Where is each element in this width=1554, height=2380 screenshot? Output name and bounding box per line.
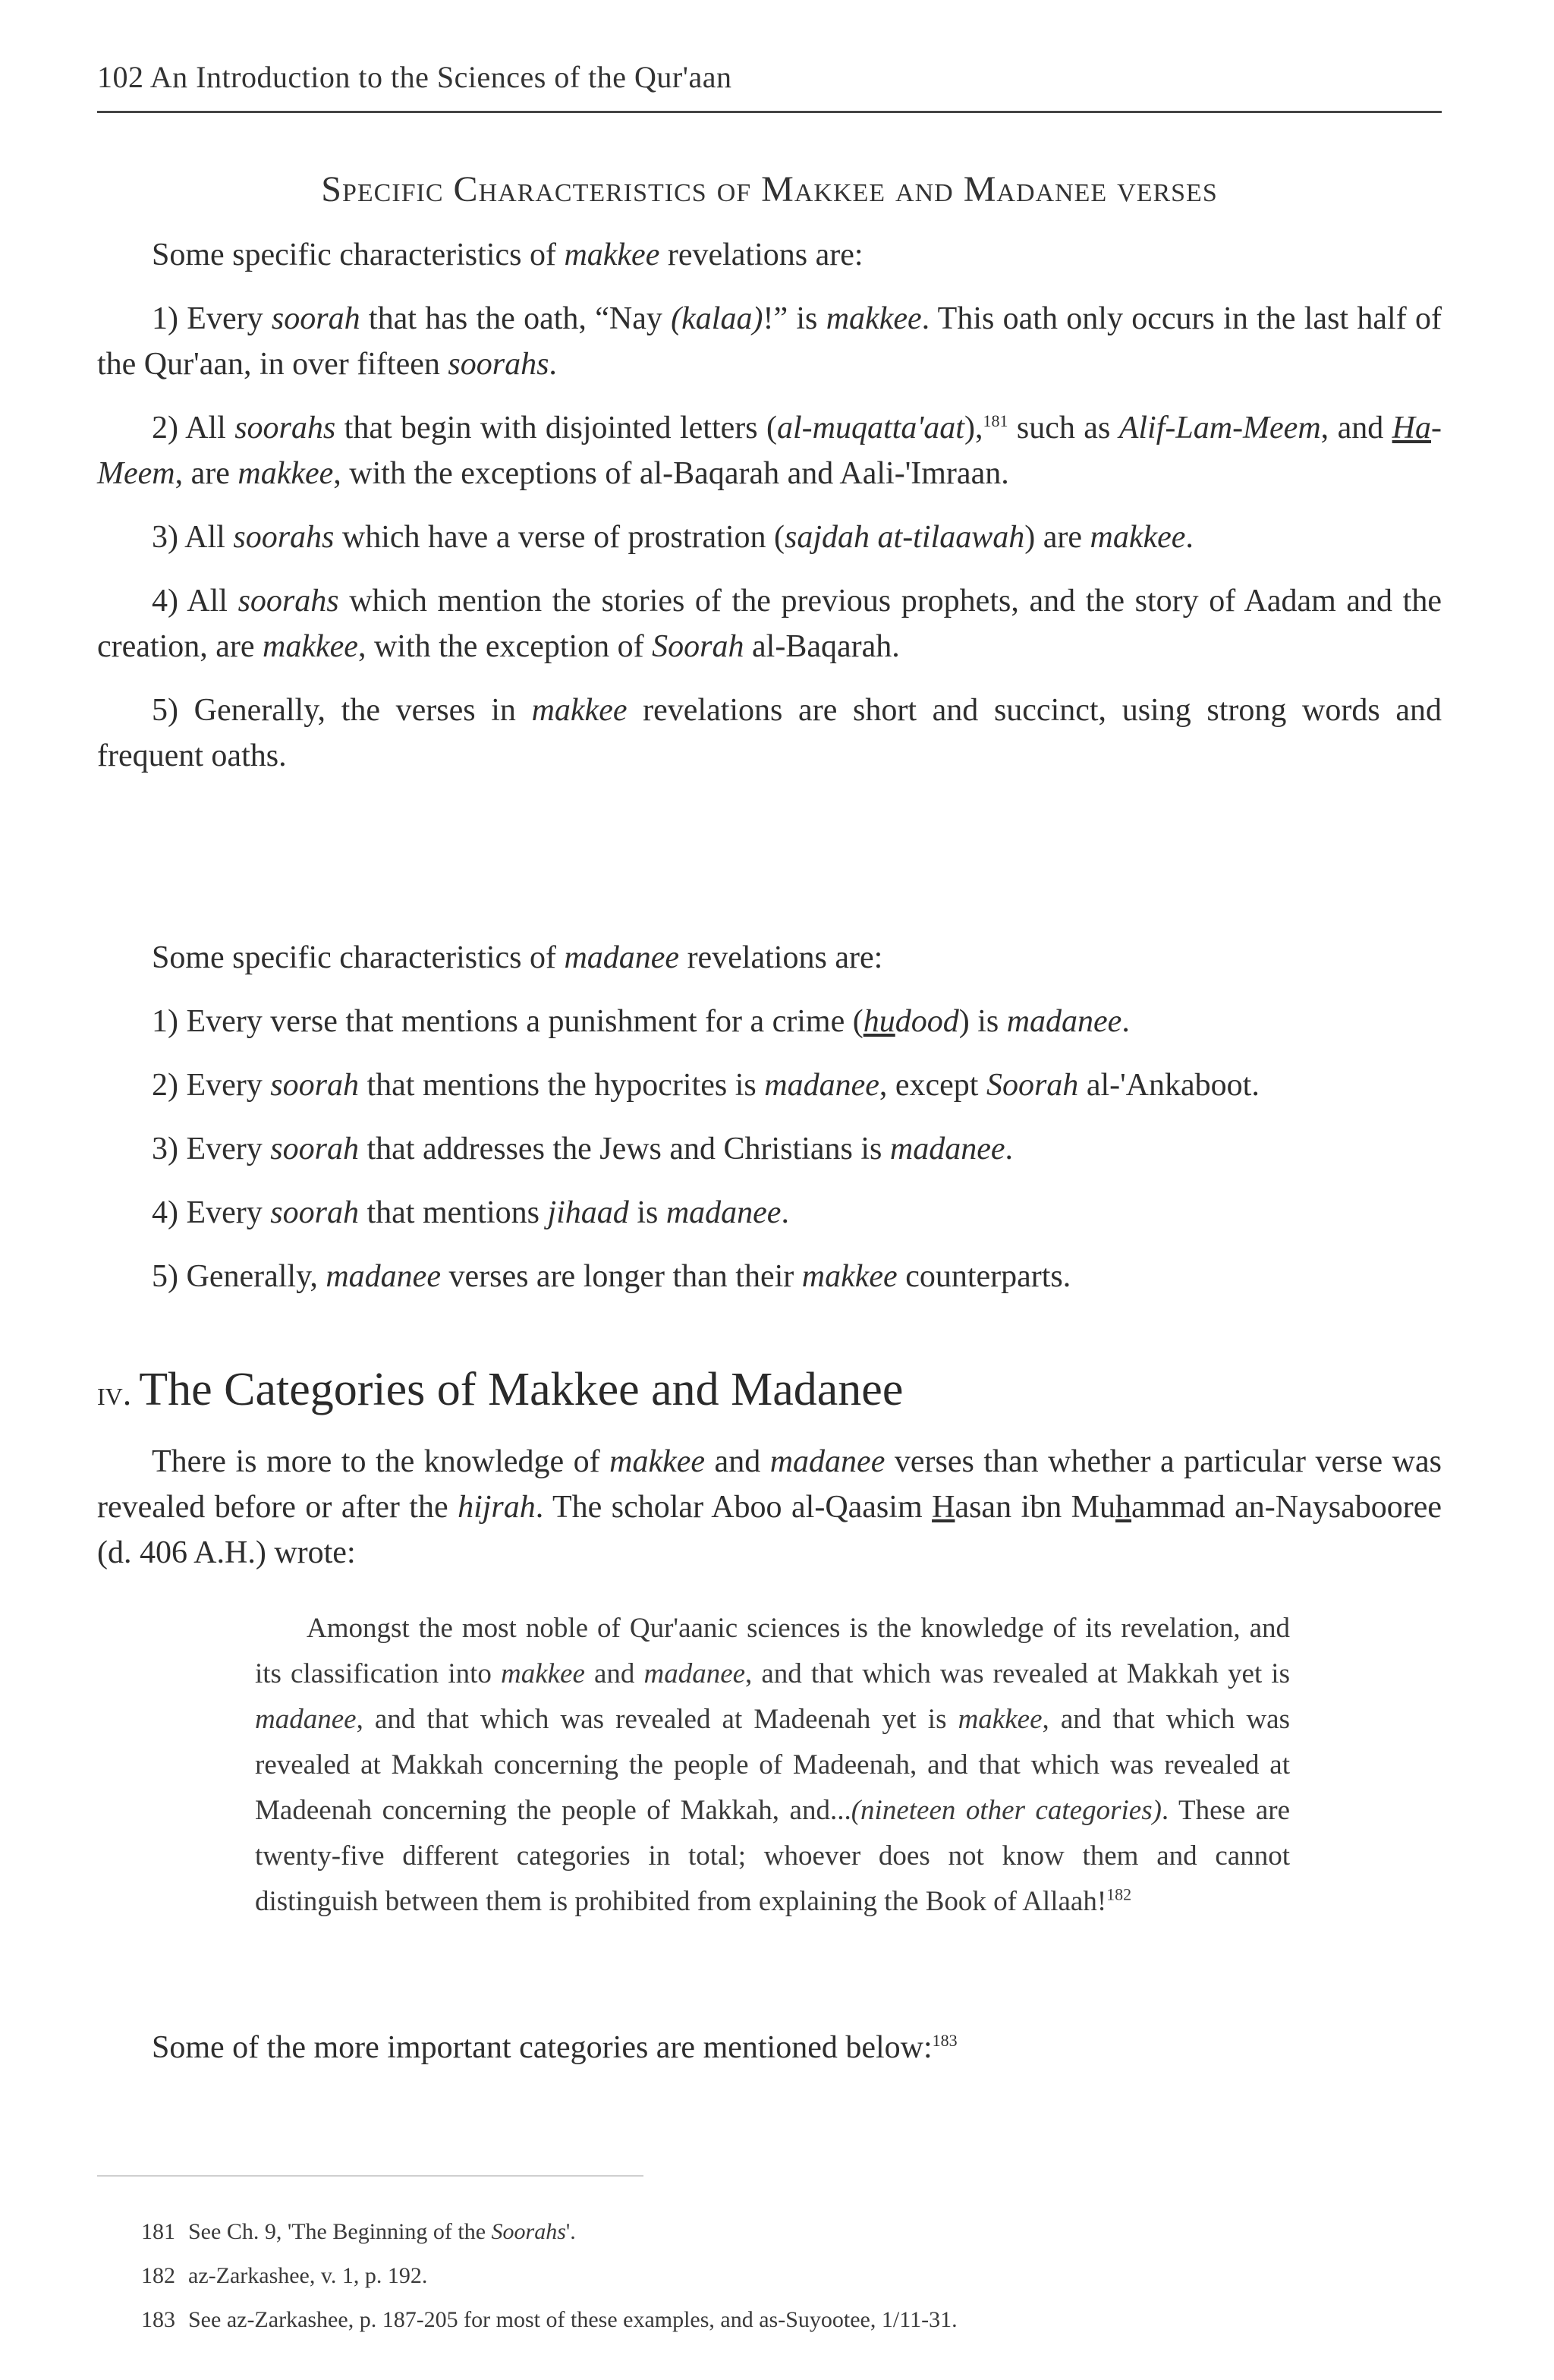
madanee-characteristics	[97, 935, 1442, 1299]
madanee-item-2: 2) Every soorah that mentions the hypocrites is madanee, except Soorah al-'Ankaboot.	[152, 1068, 1260, 1103]
madanee-item-3: 3) Every soorah that addresses the Jews and Christians is madanee.	[152, 1132, 1013, 1166]
footnote-ref-182: 182	[1106, 1884, 1132, 1904]
makkee-item-2: 2) All soorahs that begin with disjointed letters (al-muqatta'aat),$^{181}$ such as Alif-Lam-Meem, and Ha-Meem, are makkee, with the exceptions of al-Baqarah and Aali-'Imraan.	[97, 411, 1442, 491]
book-title: An Introduction to the Sciences of the Qur'aan	[149, 60, 732, 94]
closing-paragraph: Some of the more important categories are mentioned below:$^{183}$	[152, 2030, 958, 2065]
categories-paragraph: There is more to the knowledge of makkee and madanee verses than whether a particular verse was revealed before or after the hijrah. The scholar Aboo al-Qaasim Hasan ibn Muhammad an-Naysabooree (d. 406 A.H.) wrote:	[97, 1444, 1442, 1570]
footnotes	[141, 2210, 1431, 2342]
makkee-item-5: 5) Generally, the verses in makkee revelations are short and succinct, using strong words and frequent oaths.	[97, 693, 1442, 773]
block-quote: Amongst the most noble of Qur'aanic sciences is the knowledge of its revelation, and its classification into makkee and madanee, and that which was revealed at Makkah yet is madanee, and that which was revealed at Madeenah yet is makkee, and that which was revealed at Makkah concerning the people of Madeenah, and that which was revealed at Madeenah concerning the people of Makkah, and...(nineteen other categories). These are twenty-five different categories in total; whoever does not know them and cannot distinguish between them is prohibited from explaining the Book of Allaah!$^{182}$	[255, 1613, 1290, 1917]
makkee-item-1: 1) Every soorah that has the oath, “Nay (kalaa)!” is makkee. This oath only occurs in the last half of the Qur'aan, in over fifteen soorahs.	[97, 301, 1442, 382]
section-heading: Specific Characteristics of Makkee and Madanee verses	[321, 169, 1218, 209]
footnote-ref-183: 183	[932, 2031, 958, 2050]
madanee-item-1: 1) Every verse that mentions a punishment for a crime (hudood) is madanee.	[152, 1004, 1130, 1039]
header-rule	[97, 111, 1442, 113]
section-number: iv.	[97, 1374, 132, 1412]
makkee-item-4: 4) All soorahs which mention the stories of the previous prophets, and the story of Aadam and the creation, are makkee, with the exception of Soorah al-Baqarah.	[97, 584, 1442, 664]
makkee-characteristics	[97, 232, 1442, 779]
footnote-182: 182 az-Zarkashee, v. 1, p. 192.	[141, 2263, 428, 2288]
chapter-section-heading	[97, 1363, 1442, 1417]
madanee-item-4: 4) Every soorah that mentions jihaad is madanee.	[152, 1195, 789, 1230]
section-title: The Categories of Makkee and Madanee	[139, 1364, 904, 1415]
madanee-item-5: 5) Generally, madanee verses are longer than their makkee counterparts.	[152, 1259, 1071, 1294]
makkee-intro: Some specific characteristics of makkee revelations are:	[152, 238, 864, 272]
footnote-183: 183 See az-Zarkashee, p. 187-205 for most of these examples, and as-Suyootee, 1/11-31.	[141, 2307, 958, 2332]
page-number: 102	[97, 60, 144, 94]
footnote-ref-181: 181	[983, 411, 1008, 430]
footnote-181: 181 See Ch. 9, 'The Beginning of the Soorahs'.	[141, 2219, 576, 2244]
makkee-item-3: 3) All soorahs which have a verse of prostration (sajdah at-tilaawah) are makkee.	[152, 520, 1194, 555]
running-header	[97, 59, 1442, 95]
madanee-intro: Some specific characteristics of madanee revelations are:	[152, 940, 883, 975]
footnote-rule	[97, 2175, 643, 2177]
